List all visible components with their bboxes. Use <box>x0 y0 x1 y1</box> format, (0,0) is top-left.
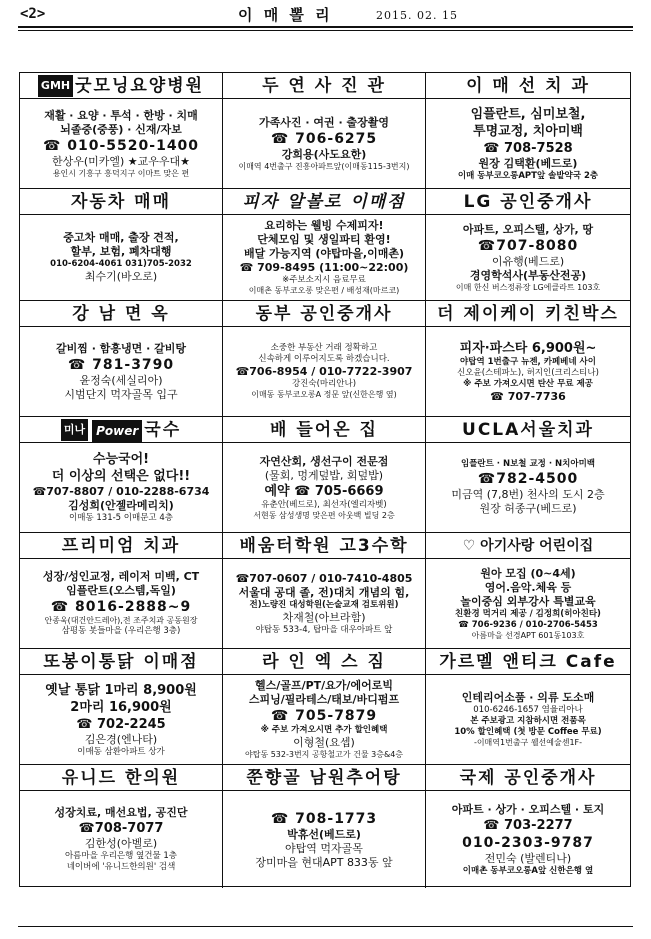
ad-line: 중고차 매매, 출장 견적, <box>63 231 179 244</box>
ad-line: 강희용(사도요한) <box>281 147 367 161</box>
ad-line: 투명교정, 치아미백 <box>473 123 583 139</box>
ad-line: 전)노량진 대성학원(논술교재 검토위원) <box>249 599 399 610</box>
ad-body <box>223 791 425 888</box>
ad-line: 서현동 삼성생명 맞은편 아웃백 빌딩 2층 <box>253 510 395 520</box>
ad-line: 이형철(요셉) <box>293 736 355 749</box>
ad-title-text: 프리미엄 치과 <box>61 536 181 556</box>
ad-line: 한상우(미카엘) ★교우우대★ <box>51 154 191 168</box>
ad-title-text: LG 공인중개사 <box>463 192 593 212</box>
ad-line: 성장/성인교정, 레이저 미백, CT <box>42 570 200 583</box>
ad-box <box>426 301 630 417</box>
ad-line: 임플란트 · N보철 교정 · N치아미백 <box>460 459 595 469</box>
ad-line: 스피닝/필라테스/태보/바디펌프 <box>248 693 400 706</box>
ad-title-text: 라 인 엑 스 짐 <box>262 652 386 672</box>
ad-line: 예약 ☎ 705-6669 <box>264 483 384 499</box>
ad-line: 010-6204-4061 031)705-2032 <box>50 259 192 269</box>
ad-line: ☎707-8807 / 010-2288-6734 <box>32 485 210 498</box>
ad-line: 임플란트(오스템,독일) <box>66 584 176 597</box>
ad-body <box>20 215 222 300</box>
ad-title <box>426 533 630 559</box>
ad-title-badge: GMH <box>38 75 73 97</box>
ad-line: 아파트 · 상가 · 오피스텔 · 토지 <box>451 802 605 816</box>
ad-body <box>426 443 630 532</box>
ad-title-text: 쭌향골 남원추어탕 <box>246 768 402 788</box>
ad-line: 원아 모집 (0~4세) <box>480 566 576 580</box>
ad-line: 삼평동 봇들마을 (우리은행 3층) <box>61 626 181 636</box>
ad-line: ☎ 708-7528 <box>483 140 573 156</box>
ad-line: 뇌졸중(중풍) · 신재/자보 <box>60 122 182 136</box>
ad-title <box>223 649 425 675</box>
ad-line: 윤정숙(세실리아) <box>79 373 163 387</box>
ad-line: 원장 허종구(베드로) <box>479 502 577 515</box>
newsletter-title: 이 매 뽈 리 <box>238 6 333 24</box>
ad-line: ☎ 702-2245 <box>76 716 166 732</box>
ad-title <box>20 649 222 675</box>
ad-line: 놀이중심 외부강사 특별교육 <box>460 594 596 608</box>
ad-box <box>223 301 426 417</box>
page-header <box>18 4 633 28</box>
header-rule-thin <box>18 30 633 31</box>
ad-line: 안종욱(대건안드레아),전 조주치과 공동원장 <box>44 616 198 625</box>
ad-line: 임플란트, 심미보철, <box>470 106 586 122</box>
ad-line: 야탑역 1번출구 뉴젠, 카페베네 사이 <box>460 356 596 367</box>
ad-box <box>426 533 630 649</box>
ad-line: ☎ 8016-2888~9 <box>50 599 192 615</box>
ad-body <box>20 791 222 888</box>
ad-body <box>223 215 425 300</box>
ad-line: 신속하게 이루어지도록 하겠습니다. <box>258 354 390 364</box>
ad-title-text: ♡ 아기사랑 어린이집 <box>462 538 594 554</box>
ad-body <box>426 215 630 300</box>
ad-line: 수능국어! <box>92 452 150 467</box>
ad-line: 김한성(아벨로) <box>84 837 158 850</box>
ad-line: 인테리어소품 · 의류 도소매 <box>461 691 595 704</box>
ad-line: 네이버에 '유니드한의원' 검색 <box>66 862 176 872</box>
ad-body <box>223 327 425 416</box>
ad-line: ☎707-8080 <box>477 237 579 254</box>
ad-line: 이유행(베드로) <box>491 254 565 268</box>
ad-line: ☎ 707-7736 <box>490 389 566 403</box>
ad-title-badge: 미나 <box>61 419 88 441</box>
ad-line: 최수기(바오로) <box>84 270 158 283</box>
ad-line: 010-2303-9787 <box>462 834 594 851</box>
ad-line: ☎ 703-2277 <box>483 817 573 833</box>
ad-line: 신오윤(스테파노), 허지인(크리스티나) <box>457 367 599 378</box>
ad-box <box>223 649 426 765</box>
ad-body <box>20 99 222 188</box>
ad-line: ☎ 708-1773 <box>270 810 378 827</box>
ad-line: ☎706-8954 / 010-7722-3907 <box>235 365 413 378</box>
ad-body <box>223 99 425 188</box>
ad-line: 이매 동부코오롱APT앞 솔밭약국 2층 <box>457 170 599 181</box>
ad-line: 친환경 먹거리 제공 / 김정희(히아친타) <box>455 608 601 619</box>
ad-title-text: 동부 공인중개사 <box>255 304 393 324</box>
ad-title <box>426 301 630 327</box>
ad-title-text: 두 연 사 진 관 <box>262 76 386 96</box>
ad-box <box>426 417 630 533</box>
ad-line: -이매역1번출구 웰선예술센1F- <box>473 738 583 747</box>
page-number: <2> <box>20 6 46 22</box>
ad-line: 전민숙 (발렌티나) <box>484 851 572 865</box>
ad-body <box>223 443 425 532</box>
ad-title-text: UCLA서울치과 <box>462 420 594 440</box>
ad-line: 영어.음악.체육 등 <box>484 580 572 594</box>
ad-box <box>20 73 223 189</box>
ad-box <box>426 189 630 301</box>
ad-line: ☎707-0607 / 010-7410-4805 <box>235 571 413 585</box>
ad-line: 배달 가능지역 (야탑마을,이매촌) <box>243 247 405 260</box>
ad-title <box>20 417 222 443</box>
ad-line: ☎ 781-3790 <box>67 356 175 373</box>
ad-title-text: 국수 <box>144 420 182 440</box>
ad-title <box>223 189 425 215</box>
ad-title-text: 더 제이케이 키친박스 <box>437 304 619 324</box>
ad-box <box>20 301 223 417</box>
ad-box <box>426 649 630 765</box>
ad-line: 할부, 보험, 폐차대행 <box>70 245 172 258</box>
ad-title-text: 유니드 한의원 <box>61 768 181 788</box>
ad-title <box>426 73 630 99</box>
ad-line: 강진숙(마리안나) <box>291 379 357 389</box>
ad-line: 시범단지 먹자골목 입구 <box>64 387 178 401</box>
ad-line: 2마리 16,900원 <box>70 699 172 715</box>
ad-line: 미금역 (7,8번) 천사의 도시 2층 <box>451 488 605 501</box>
ad-body <box>426 327 630 416</box>
issue-date: 2015. 02. 15 <box>376 9 458 22</box>
footer-rule <box>18 926 633 927</box>
ad-line: 이매동 삼환아파트 상가 <box>77 746 165 757</box>
ad-line: 야탑동 533-4, 탑마을 대우아파트 앞 <box>255 624 393 635</box>
ad-body <box>426 675 630 764</box>
ad-body <box>20 675 222 764</box>
ad-box <box>426 73 630 189</box>
ad-line: 서울대 공대 졸, 전)대치 개념의 힘, <box>238 585 410 599</box>
ad-box <box>223 73 426 189</box>
ad-line: 차재철(아브라함) <box>282 610 366 624</box>
ad-title-text: 피자 알볼로 이매점 <box>242 192 406 212</box>
ad-line: 이매동 131-5 이매문고 4층 <box>69 513 173 523</box>
ad-line: ☎ 706-9236 / 010-2706-5453 <box>458 619 598 630</box>
ad-line: ※ 주보 가져오시면 탄산 무료 제공 <box>463 378 593 389</box>
ad-box <box>223 533 426 649</box>
ad-line: 이매촌 동부코오롱 맞은편 / 배성재(마르코) <box>248 286 400 295</box>
ad-title <box>20 765 222 791</box>
ad-line: 더 이상의 선택은 없다!! <box>51 469 191 484</box>
ad-line: 유춘안(베드로), 최선자(엘리자벳) <box>261 499 387 510</box>
ad-body <box>223 559 425 648</box>
ad-line: 용인시 기흥구 흥덕지구 이마트 맞은 편 <box>52 168 190 178</box>
ad-grid <box>19 72 631 887</box>
ad-title <box>426 417 630 443</box>
ad-title <box>20 73 222 99</box>
ad-line: 박휴선(베드로) <box>287 827 361 841</box>
ad-line: 아름마을 선경APT 601동103호 <box>471 630 585 640</box>
ad-line: ☎ 010-5520-1400 <box>42 137 200 154</box>
ad-body <box>20 559 222 648</box>
ad-line: 장미마을 현대APT 833동 앞 <box>255 855 393 869</box>
ad-line: ☎ 709-8495 (11:00~22:00) <box>239 261 409 274</box>
ad-line: 이매 한신 버스정류장 LG에클라트 103호 <box>455 282 601 292</box>
ad-line: 김성희(안젤라메리치) <box>68 499 174 512</box>
ad-box <box>20 417 223 533</box>
ad-title <box>223 533 425 559</box>
ad-title-text: 강 남 면 옥 <box>72 304 170 324</box>
ad-title <box>426 765 630 791</box>
ad-box <box>20 765 223 888</box>
ad-line: 아파트, 오피스텔, 상가, 땅 <box>462 222 594 236</box>
ad-title <box>223 417 425 443</box>
ad-body <box>20 327 222 416</box>
ad-title <box>223 301 425 327</box>
ad-box <box>20 533 223 649</box>
ad-title-text: 배 들어온 집 <box>270 420 378 440</box>
ad-line: 자연산회, 생선구이 전문점 <box>259 454 389 468</box>
ad-line: ☎782-4500 <box>477 471 579 487</box>
ad-title-text: 가르멜 앤티크 Cafe <box>439 652 617 672</box>
ad-title <box>223 765 425 791</box>
ad-line: 경영학석사(부동산전공) <box>469 268 587 282</box>
ad-title <box>426 189 630 215</box>
ad-line: 성장치료, 매선요법, 공진단 <box>54 806 188 819</box>
ad-line: ※주보소지시 음료무료 <box>282 275 366 285</box>
ad-line: 이매동 동부코오롱A 정문 앞(신한은행 옆) <box>251 390 397 399</box>
ad-title <box>20 533 222 559</box>
ad-box <box>223 417 426 533</box>
ad-body <box>20 443 222 532</box>
ad-body <box>426 99 630 188</box>
ad-line: 가족사진 · 여권 · 출장촬영 <box>259 115 389 129</box>
ad-body <box>223 675 425 764</box>
ad-line: 단체모임 및 생일파티 환영! <box>257 233 391 246</box>
ad-line: 야탑동 532-3번지 공항철고가 건물 3층&4층 <box>244 750 404 759</box>
ad-line: 헬스/골프/PT/요가/에어로빅 <box>255 679 393 692</box>
ad-box <box>223 189 426 301</box>
ad-line: 피자·파스타 6,900원~ <box>459 340 597 356</box>
ad-title <box>20 301 222 327</box>
ad-box <box>20 189 223 301</box>
ad-line: 이매촌 동부코오롱A앞 신한은행 옆 <box>462 865 594 876</box>
ad-title <box>426 649 630 675</box>
ad-line: 야탑역 먹자골목 <box>285 841 363 855</box>
ad-line: 010-6246-1657 염율리아나 <box>473 705 583 715</box>
ad-line: ※ 주보 가져오시면 추가 할인혜택 <box>260 725 388 735</box>
ad-title-text: 굿모닝요양병원 <box>75 76 205 96</box>
ad-box <box>223 765 426 888</box>
ad-line: 본 주보광고 지참하시면 전품목 <box>470 716 586 726</box>
ad-line: ☎708-7077 <box>78 821 164 836</box>
ad-title <box>223 73 425 99</box>
ad-line: 갈비찜 · 함흥냉면 · 갈비탕 <box>56 341 186 355</box>
ad-line: 요리하는 웰빙 수제피자! <box>264 219 384 232</box>
ad-line: 재활 · 요양 · 투석 · 한방 · 치매 <box>44 108 198 122</box>
ad-title-text: 이 매 선 치 과 <box>466 76 590 96</box>
ad-line: ☎ 705-7879 <box>270 708 378 724</box>
ad-line: 원장 김택환(베드로) <box>478 156 578 170</box>
ad-title-text: 또봉이통닭 이매점 <box>43 652 199 672</box>
ad-line: (물회, 멍게덮밥, 회덮밥) <box>264 468 384 482</box>
ad-title <box>20 189 222 215</box>
ad-title-text: 자동차 매매 <box>70 192 172 212</box>
ad-title-text: 배움터학원 고3수학 <box>239 536 409 556</box>
ad-box <box>20 649 223 765</box>
ad-line: 소중한 부동산 거래 정확하고 <box>270 343 378 353</box>
ad-line: 아름마을 우리은행 옆건물 1층 <box>64 851 178 861</box>
ad-line: 옛날 통닭 1마리 8,900원 <box>45 682 197 698</box>
ad-title-badge: Power <box>92 420 142 442</box>
ad-line: ☎ 706-6275 <box>270 130 378 147</box>
ad-line: 이매역 4번출구 진흥아파트앞(이매동115-3번지) <box>238 161 410 171</box>
ad-body <box>426 791 630 888</box>
ad-line: 10% 할인혜택 (첫 방문 Coffee 무료) <box>454 727 602 737</box>
ad-line: 김은경(엔나타) <box>84 732 158 746</box>
ad-body <box>426 559 630 648</box>
header-rule <box>18 26 633 28</box>
ad-box <box>426 765 630 888</box>
ad-title-text: 국제 공인중개사 <box>459 768 597 788</box>
